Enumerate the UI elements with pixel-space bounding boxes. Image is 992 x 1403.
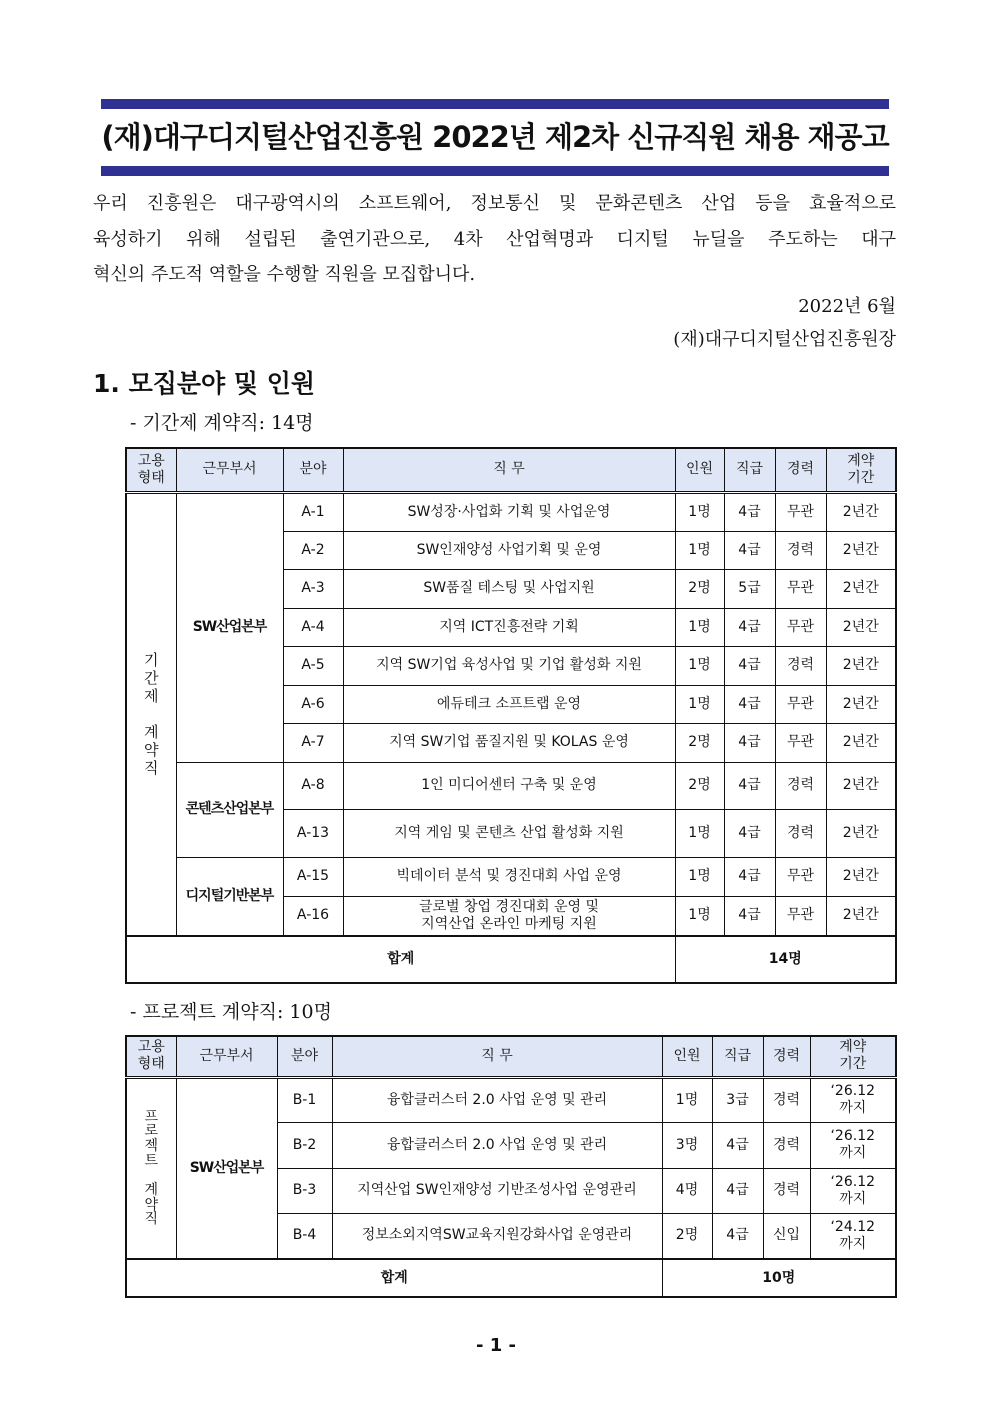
duty-cell: 지역산업 SW인재양성 기반조성사업 운영관리 xyxy=(332,1168,662,1213)
header-type: 고용 형태 xyxy=(126,1036,176,1077)
grade-cell: 4급 xyxy=(712,1168,763,1213)
period-cell: 2년간 xyxy=(826,608,896,646)
grade-cell: 4급 xyxy=(724,762,775,809)
grade-cell: 4급 xyxy=(724,492,775,531)
count-cell: 2명 xyxy=(662,1213,712,1259)
header-count: 인원 xyxy=(675,448,724,492)
grade-cell: 4급 xyxy=(724,809,775,857)
table-row xyxy=(126,1077,896,1122)
period-cell: 2년간 xyxy=(826,492,896,531)
header-grade: 직급 xyxy=(712,1036,763,1077)
title-bottom-bar xyxy=(101,166,889,176)
notice-date: 2022년 6월 xyxy=(798,296,896,317)
duty-cell: 지역 SW기업 육성사업 및 기업 활성화 지원 xyxy=(343,646,675,685)
table2-subtitle: - 프로젝트 계약직: 10명 xyxy=(130,1001,332,1023)
field-cell: A-3 xyxy=(283,569,343,608)
field-cell: B-4 xyxy=(277,1213,332,1259)
grade-cell: 4급 xyxy=(724,685,775,723)
period-cell: 2년간 xyxy=(826,809,896,857)
field-cell: A-2 xyxy=(283,531,343,569)
duty-cell: SW인재양성 사업기획 및 운영 xyxy=(343,531,675,569)
table-row xyxy=(126,492,896,531)
field-cell: A-5 xyxy=(283,646,343,685)
duty-cell: SW성장·사업화 기획 및 사업운영 xyxy=(343,492,675,531)
employment-type-cell: 프 로 젝 트 계 약 직 xyxy=(126,1077,176,1259)
duty-cell: 빅데이터 분석 및 경진대회 사업 운영 xyxy=(343,857,675,896)
notice-signature: (재)대구디지털산업진흥원장 xyxy=(673,329,896,350)
career-cell: 경력 xyxy=(775,531,826,569)
grade-cell: 3급 xyxy=(712,1077,763,1122)
period-cell: 2년간 xyxy=(826,531,896,569)
grade-cell: 4급 xyxy=(724,531,775,569)
career-cell: 경력 xyxy=(775,809,826,857)
grade-cell: 4급 xyxy=(724,723,775,762)
field-cell: A-1 xyxy=(283,492,343,531)
duty-cell: 지역 게임 및 콘텐츠 산업 활성화 지원 xyxy=(343,809,675,857)
dept-cell-contents: 콘텐츠산업본부 xyxy=(176,762,283,857)
header-field: 분야 xyxy=(283,448,343,492)
duty-cell: 지역 ICT진흥전략 기획 xyxy=(343,608,675,646)
period-cell: ‘26.12 까지 xyxy=(810,1122,896,1168)
dept-cell-sw: SW산업본부 xyxy=(176,492,283,762)
intro-line-3: 혁신의 주도적 역할을 수행할 직원을 모집합니다. xyxy=(93,264,476,285)
career-cell: 경력 xyxy=(763,1077,810,1122)
duty-cell: 에듀테크 소프트랩 운영 xyxy=(343,685,675,723)
grade-cell: 5급 xyxy=(724,569,775,608)
field-cell: A-4 xyxy=(283,608,343,646)
total-value: 10명 xyxy=(662,1259,896,1297)
dept-cell-digital: 디지털기반본부 xyxy=(176,857,283,936)
field-cell: B-1 xyxy=(277,1077,332,1122)
career-cell: 경력 xyxy=(763,1168,810,1213)
table2-header-row xyxy=(126,1036,896,1077)
total-label: 합계 xyxy=(126,1259,662,1297)
count-cell: 1명 xyxy=(675,492,724,531)
duty-cell: 지역 SW기업 품질지원 및 KOLAS 운영 xyxy=(343,723,675,762)
career-cell: 경력 xyxy=(775,762,826,809)
title-top-bar xyxy=(101,99,889,109)
career-cell: 무관 xyxy=(775,723,826,762)
count-cell: 1명 xyxy=(675,646,724,685)
career-cell: 무관 xyxy=(775,685,826,723)
career-cell: 무관 xyxy=(775,569,826,608)
period-cell: 2년간 xyxy=(826,723,896,762)
grade-cell: 4급 xyxy=(724,857,775,896)
career-cell: 무관 xyxy=(775,896,826,936)
grade-cell: 4급 xyxy=(712,1213,763,1259)
count-cell: 1명 xyxy=(675,685,724,723)
header-career: 경력 xyxy=(775,448,826,492)
period-cell: 2년간 xyxy=(826,569,896,608)
duty-cell: 1인 미디어센터 구축 및 운영 xyxy=(343,762,675,809)
count-cell: 2명 xyxy=(675,762,724,809)
count-cell: 3명 xyxy=(662,1122,712,1168)
duty-cell: SW품질 테스팅 및 사업지원 xyxy=(343,569,675,608)
total-row xyxy=(126,936,896,983)
career-cell: 무관 xyxy=(775,857,826,896)
duty-cell: 정보소외지역SW교육지원강화사업 운영관리 xyxy=(332,1213,662,1259)
period-cell: 2년간 xyxy=(826,646,896,685)
duty-cell: 융합클러스터 2.0 사업 운영 및 관리 xyxy=(332,1077,662,1122)
table-row xyxy=(126,857,896,896)
field-cell: A-8 xyxy=(283,762,343,809)
header-period: 계약 기간 xyxy=(810,1036,896,1077)
field-cell: A-16 xyxy=(283,896,343,936)
table1-subtitle: - 기간제 계약직: 14명 xyxy=(130,412,314,434)
field-cell: A-7 xyxy=(283,723,343,762)
count-cell: 2명 xyxy=(675,723,724,762)
period-cell: 2년간 xyxy=(826,857,896,896)
section-title: 1. 모집분야 및 인원 xyxy=(93,369,316,398)
duty-cell: 융합클러스터 2.0 사업 운영 및 관리 xyxy=(332,1122,662,1168)
table1-header-row xyxy=(126,448,896,492)
dept-cell-sw: SW산업본부 xyxy=(176,1077,277,1259)
career-cell: 경력 xyxy=(775,646,826,685)
field-cell: A-13 xyxy=(283,809,343,857)
period-cell: ‘26.12 까지 xyxy=(810,1168,896,1213)
total-value: 14명 xyxy=(675,936,896,983)
intro-line-2: 육성하기 위해 설립된 출연기관으로, 4차 산업혁명과 디지털 뉴딜을 주도하는 대구 xyxy=(93,228,896,250)
count-cell: 4명 xyxy=(662,1168,712,1213)
count-cell: 1명 xyxy=(675,896,724,936)
period-cell: ‘24.12 까지 xyxy=(810,1213,896,1259)
employment-type-cell: 기 간 제 계 약 직 xyxy=(126,492,176,936)
field-cell: A-15 xyxy=(283,857,343,896)
period-cell: ‘26.12 까지 xyxy=(810,1077,896,1122)
header-dept: 근무부서 xyxy=(176,1036,277,1077)
career-cell: 무관 xyxy=(775,492,826,531)
field-cell: B-3 xyxy=(277,1168,332,1213)
count-cell: 1명 xyxy=(675,809,724,857)
count-cell: 2명 xyxy=(675,569,724,608)
intro-line-1: 우리 진흥원은 대구광역시의 소프트웨어, 정보통신 및 문화콘텐츠 산업 등을 효율적으로 xyxy=(93,193,896,214)
header-career: 경력 xyxy=(763,1036,810,1077)
grade-cell: 4급 xyxy=(724,646,775,685)
header-grade: 직급 xyxy=(724,448,775,492)
header-field: 분야 xyxy=(277,1036,332,1077)
grade-cell: 4급 xyxy=(724,608,775,646)
header-duty: 직 무 xyxy=(343,448,675,492)
grade-cell: 4급 xyxy=(724,896,775,936)
count-cell: 1명 xyxy=(675,608,724,646)
header-dept: 근무부서 xyxy=(176,448,283,492)
period-cell: 2년간 xyxy=(826,896,896,936)
project-term-table xyxy=(125,1035,897,1298)
field-cell: B-2 xyxy=(277,1122,332,1168)
grade-cell: 4급 xyxy=(712,1122,763,1168)
header-period: 계약 기간 xyxy=(826,448,896,492)
fixed-term-table xyxy=(125,447,897,984)
count-cell: 1명 xyxy=(662,1077,712,1122)
header-duty: 직 무 xyxy=(332,1036,662,1077)
intro-paragraph xyxy=(93,186,896,293)
field-cell: A-6 xyxy=(283,685,343,723)
page-number: - 1 - xyxy=(476,1335,516,1356)
career-cell: 신입 xyxy=(763,1213,810,1259)
count-cell: 1명 xyxy=(675,857,724,896)
period-cell: 2년간 xyxy=(826,685,896,723)
header-type: 고용 형태 xyxy=(126,448,176,492)
period-cell: 2년간 xyxy=(826,762,896,809)
table-row xyxy=(126,762,896,809)
page-title: (재)대구디지털산업진흥원 2022년 제2차 신규직원 채용 재공고 xyxy=(101,120,889,154)
duty-cell: 글로벌 창업 경진대회 운영 및 지역산업 온라인 마케팅 지원 xyxy=(343,896,675,936)
career-cell: 무관 xyxy=(775,608,826,646)
total-row xyxy=(126,1259,896,1297)
count-cell: 1명 xyxy=(675,531,724,569)
career-cell: 경력 xyxy=(763,1122,810,1168)
header-count: 인원 xyxy=(662,1036,712,1077)
total-label: 합계 xyxy=(126,936,675,983)
